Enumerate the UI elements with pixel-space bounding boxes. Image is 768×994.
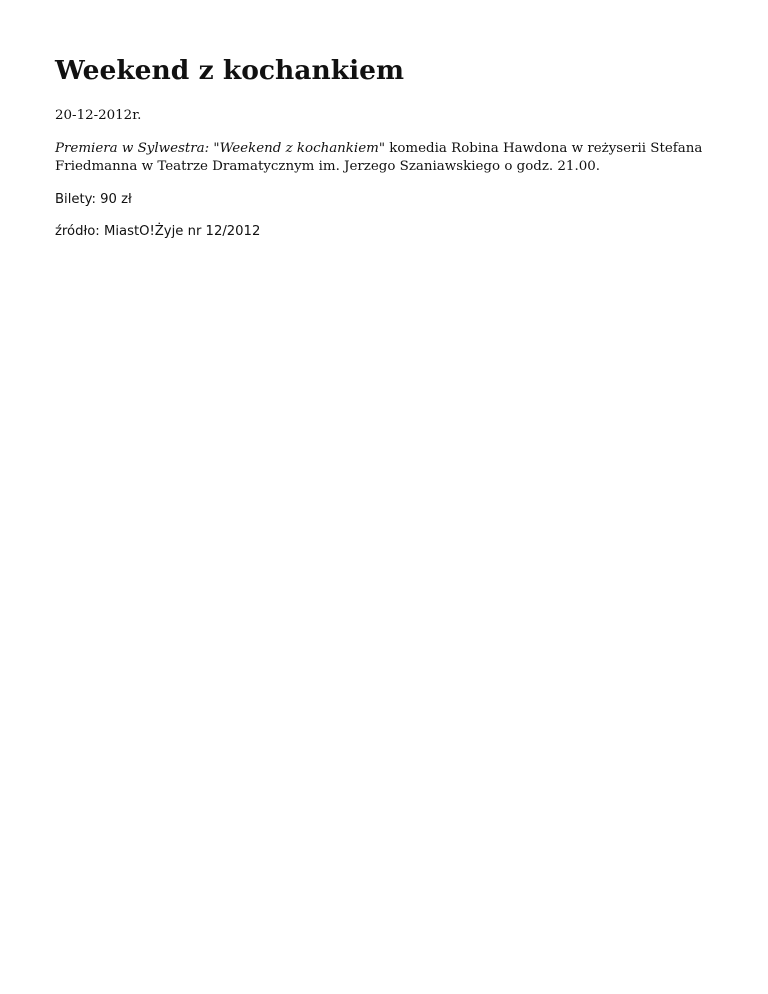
article-date: 20-12-2012r. <box>55 108 142 123</box>
article-title: Weekend z kochankiem <box>55 55 405 86</box>
lead-rest: " komedia Robina Hawdona w reżyserii Stefana Friedmanna w Teatrze Dramatycznym im. Jerzego Szaniawskiego o godz. 21.00. <box>55 141 703 174</box>
article <box>55 0 715 241</box>
article-lead <box>55 140 715 176</box>
premiere-intro: Premiera w Sylwestra: <box>55 141 210 156</box>
play-title: Weekend z kochankiem <box>219 141 379 156</box>
article-source: źródło: MiastO!Żyje nr 12/2012 <box>55 224 261 239</box>
ticket-price: Bilety: 90 zł <box>55 192 132 207</box>
quote-open: " <box>209 141 220 156</box>
